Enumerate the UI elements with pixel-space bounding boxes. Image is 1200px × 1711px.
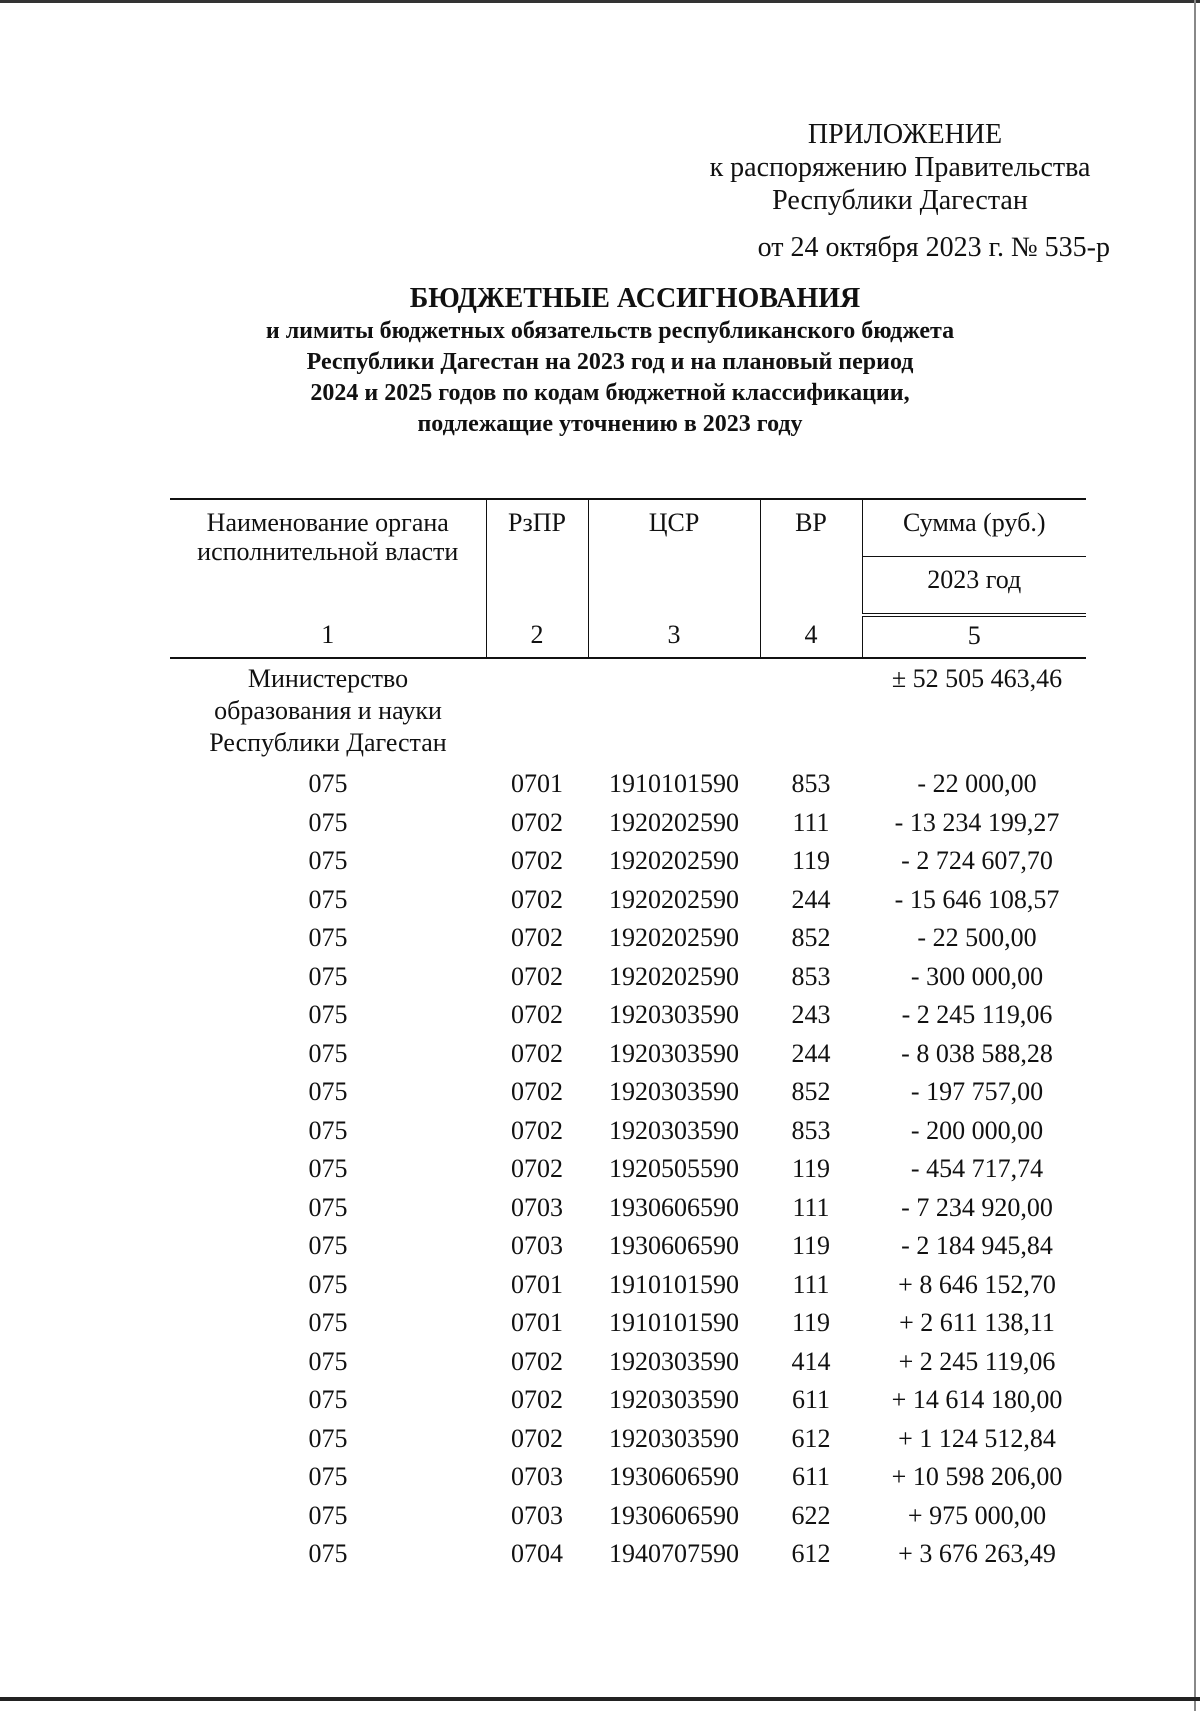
row-csr: 1920303590 xyxy=(609,1346,739,1376)
row-vr: 611 xyxy=(791,1385,831,1415)
title-main: БЮДЖЕТНЫЕ АССИГНОВАНИЯ xyxy=(409,283,861,314)
row-amount: + 2 611 138,11 xyxy=(899,1308,1055,1338)
row-amount: - 2 724 607,70 xyxy=(901,846,1053,876)
row-vr: 853 xyxy=(791,769,831,799)
row-code: 075 xyxy=(308,1231,348,1261)
row-rzpr: 0702 xyxy=(511,1038,563,1068)
row-amount: - 197 757,00 xyxy=(910,1077,1044,1107)
row-csr: 1920202590 xyxy=(609,923,739,953)
row-amount: - 454 717,74 xyxy=(910,1154,1044,1184)
appendix-order: от 24 октября 2023 г. № 535-р xyxy=(757,232,1110,263)
row-vr: 111 xyxy=(792,807,830,837)
row-vr: 119 xyxy=(791,846,831,876)
table-row xyxy=(170,1535,1086,1574)
table-row xyxy=(170,1497,1086,1536)
row-code: 075 xyxy=(308,1000,348,1030)
column-number: 2 xyxy=(486,615,588,658)
row-code: 075 xyxy=(308,1423,348,1453)
row-vr: 853 xyxy=(791,1115,831,1145)
row-csr: 1920303590 xyxy=(609,1000,739,1030)
appendix-line-2: к распоряжению Правительства xyxy=(709,152,1091,183)
table-row xyxy=(170,1458,1086,1497)
table-row xyxy=(170,1035,1086,1074)
organization-name xyxy=(170,658,486,765)
row-csr: 1920303590 xyxy=(609,1038,739,1068)
row-code: 075 xyxy=(308,961,348,991)
row-amount: - 8 038 588,28 xyxy=(901,1038,1053,1068)
organization-total: ± 52 505 463,46 xyxy=(891,664,1063,693)
row-amount: - 15 646 108,57 xyxy=(894,884,1060,914)
row-csr: 1920303590 xyxy=(609,1423,739,1453)
row-code: 075 xyxy=(308,1038,348,1068)
row-code: 075 xyxy=(308,923,348,953)
row-csr: 1930606590 xyxy=(609,1500,739,1530)
empty-cell xyxy=(760,658,862,765)
row-csr: 1920303590 xyxy=(609,1077,739,1107)
row-vr: 111 xyxy=(792,1192,830,1222)
row-csr: 1910101590 xyxy=(609,769,739,799)
row-rzpr: 0704 xyxy=(511,1539,563,1569)
row-amount: - 2 184 945,84 xyxy=(901,1231,1053,1261)
budget-table xyxy=(170,498,1086,1574)
appendix-heading: ПРИЛОЖЕНИЕ xyxy=(807,119,1003,150)
table-row xyxy=(170,1266,1086,1305)
row-csr: 1920202590 xyxy=(609,846,739,876)
appendix-line-3: Республики Дагестан xyxy=(772,185,1028,216)
row-csr: 1920202590 xyxy=(609,884,739,914)
row-code: 075 xyxy=(308,884,348,914)
header-rzpr: РзПР xyxy=(486,499,588,615)
row-code: 075 xyxy=(308,1115,348,1145)
row-code: 075 xyxy=(308,1154,348,1184)
row-rzpr: 0701 xyxy=(511,769,563,799)
row-rzpr: 0702 xyxy=(511,1346,563,1376)
table-row xyxy=(170,765,1086,804)
title-line-2: Республики Дагестан на 2023 год и на плановый период xyxy=(306,349,914,375)
row-code: 075 xyxy=(308,1462,348,1492)
title-line-3: 2024 и 2025 годов по кодам бюджетной классификации, xyxy=(310,380,910,406)
row-rzpr: 0702 xyxy=(511,807,563,837)
column-number: 5 xyxy=(862,615,1086,658)
table-row xyxy=(170,958,1086,997)
scan-top-edge xyxy=(0,0,1200,3)
table-row xyxy=(170,842,1086,881)
row-rzpr: 0702 xyxy=(511,1154,563,1184)
column-numbers-row xyxy=(170,615,1086,658)
column-number: 3 xyxy=(588,615,760,658)
row-csr: 1920202590 xyxy=(609,961,739,991)
row-csr: 1930606590 xyxy=(609,1231,739,1261)
row-vr: 119 xyxy=(791,1308,831,1338)
row-rzpr: 0703 xyxy=(511,1231,563,1261)
row-code: 075 xyxy=(308,1385,348,1415)
row-vr: 612 xyxy=(791,1423,831,1453)
row-csr: 1920303590 xyxy=(609,1385,739,1415)
empty-cell xyxy=(588,658,760,765)
row-code: 075 xyxy=(308,1500,348,1530)
table-body xyxy=(170,615,1086,1574)
row-rzpr: 0702 xyxy=(511,884,563,914)
row-code: 075 xyxy=(308,1192,348,1222)
row-vr: 852 xyxy=(791,923,831,953)
row-vr: 612 xyxy=(791,1539,831,1569)
header-name: Наименование органа исполнительной власти xyxy=(170,499,486,615)
row-amount: - 13 234 199,27 xyxy=(894,807,1060,837)
row-amount: - 7 234 920,00 xyxy=(901,1192,1053,1222)
row-vr: 852 xyxy=(791,1077,831,1107)
row-rzpr: 0702 xyxy=(511,1077,563,1107)
row-code: 075 xyxy=(308,1269,348,1299)
table-row xyxy=(170,1420,1086,1459)
row-code: 075 xyxy=(308,807,348,837)
row-csr: 1930606590 xyxy=(609,1192,739,1222)
header-year: 2023 год xyxy=(862,557,1086,616)
row-amount: - 2 245 119,06 xyxy=(901,1000,1053,1030)
row-vr: 244 xyxy=(791,1038,831,1068)
row-vr: 622 xyxy=(791,1500,831,1530)
row-rzpr: 0703 xyxy=(511,1500,563,1530)
header-vr: ВР xyxy=(760,499,862,615)
title-line-4: подлежащие уточнению в 2023 году xyxy=(417,411,803,437)
table-row xyxy=(170,1150,1086,1189)
row-amount: + 14 614 180,00 xyxy=(891,1385,1063,1415)
table-row xyxy=(170,1343,1086,1382)
row-csr: 1920505590 xyxy=(609,1154,739,1184)
row-rzpr: 0702 xyxy=(511,846,563,876)
row-amount: + 8 646 152,70 xyxy=(898,1269,1056,1299)
row-rzpr: 0702 xyxy=(511,1115,563,1145)
row-amount: + 3 676 263,49 xyxy=(898,1539,1056,1569)
column-number: 4 xyxy=(760,615,862,658)
title-line-1: и лимиты бюджетных обязательств республиканского бюджета xyxy=(265,318,955,344)
row-amount: + 10 598 206,00 xyxy=(891,1462,1063,1492)
row-rzpr: 0701 xyxy=(511,1269,563,1299)
row-amount: + 2 245 119,06 xyxy=(898,1346,1056,1376)
table-row xyxy=(170,1112,1086,1151)
table-row xyxy=(170,1073,1086,1112)
row-amount: + 975 000,00 xyxy=(907,1500,1047,1530)
empty-cell xyxy=(486,658,588,765)
row-rzpr: 0702 xyxy=(511,1385,563,1415)
row-code: 075 xyxy=(308,1539,348,1569)
row-vr: 243 xyxy=(791,1000,831,1030)
row-csr: 1920202590 xyxy=(609,807,739,837)
row-csr: 1910101590 xyxy=(609,1308,739,1338)
header-sum: Сумма (руб.) xyxy=(862,499,1086,557)
row-rzpr: 0702 xyxy=(511,1423,563,1453)
scan-bottom-edge xyxy=(0,1697,1200,1701)
row-csr: 1920303590 xyxy=(609,1115,739,1145)
row-rzpr: 0702 xyxy=(511,1000,563,1030)
table-row xyxy=(170,1304,1086,1343)
row-code: 075 xyxy=(308,846,348,876)
row-rzpr: 0701 xyxy=(511,1308,563,1338)
row-rzpr: 0702 xyxy=(511,961,563,991)
row-rzpr: 0703 xyxy=(511,1462,563,1492)
document-title xyxy=(160,282,1060,440)
header-csr: ЦСР xyxy=(588,499,760,615)
organization-row xyxy=(170,658,1086,765)
row-vr: 111 xyxy=(792,1269,830,1299)
row-vr: 414 xyxy=(791,1346,831,1376)
row-rzpr: 0703 xyxy=(511,1192,563,1222)
row-csr: 1940707590 xyxy=(609,1539,739,1569)
organization-name-line: Министерство xyxy=(247,664,409,693)
table-row xyxy=(170,804,1086,843)
row-amount: + 1 124 512,84 xyxy=(898,1423,1056,1453)
table-row xyxy=(170,996,1086,1035)
row-code: 075 xyxy=(308,1308,348,1338)
row-amount: - 22 000,00 xyxy=(917,769,1037,799)
table-row xyxy=(170,919,1086,958)
row-vr: 853 xyxy=(791,961,831,991)
table-row xyxy=(170,1227,1086,1266)
row-rzpr: 0702 xyxy=(511,923,563,953)
row-vr: 119 xyxy=(791,1154,831,1184)
row-amount: - 200 000,00 xyxy=(910,1115,1044,1145)
row-code: 075 xyxy=(308,1077,348,1107)
table-row xyxy=(170,881,1086,920)
row-vr: 244 xyxy=(791,884,831,914)
table-row xyxy=(170,1189,1086,1228)
organization-name-line: образования и науки xyxy=(214,696,442,725)
row-code: 075 xyxy=(308,1346,348,1376)
row-code: 075 xyxy=(308,769,348,799)
row-amount: - 22 500,00 xyxy=(917,923,1037,953)
table-row xyxy=(170,1381,1086,1420)
row-csr: 1910101590 xyxy=(609,1269,739,1299)
column-number: 1 xyxy=(170,615,486,658)
organization-name-line: Республики Дагестан xyxy=(209,728,447,757)
row-amount: - 300 000,00 xyxy=(910,961,1044,991)
row-vr: 119 xyxy=(791,1231,831,1261)
row-vr: 611 xyxy=(791,1462,831,1492)
appendix-block xyxy=(690,118,1110,264)
row-csr: 1930606590 xyxy=(609,1462,739,1492)
